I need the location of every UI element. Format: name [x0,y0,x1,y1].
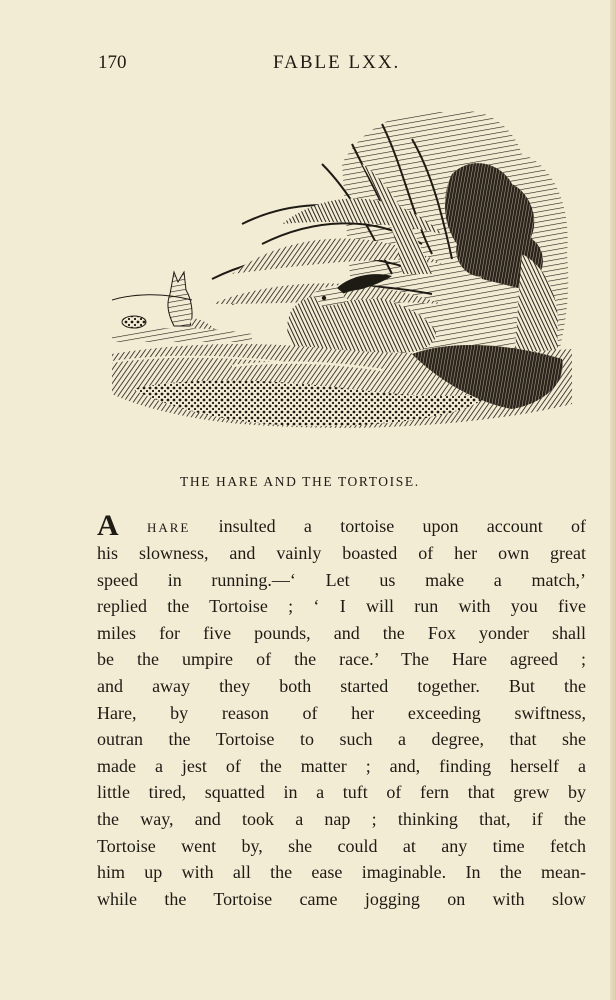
text-line: made a jest of the matter ; and, finding herself a [97,755,586,776]
fable-text [97,508,586,912]
woodcut-illustration [112,104,574,444]
text-line: his slowness, and vainly boasted of her own great [97,543,586,563]
first-line [97,508,586,540]
text-line: outran the Tortoise to such a degree, that she [97,729,586,750]
text-line: little tired, squatted in a tuft of fern that grew by [97,782,586,803]
running-title: FABLE LXX. [273,52,401,73]
woodcut-hare-fox-tortoise-icon [112,104,574,444]
text-line: the way, and took a nap ; thinking that, if the [97,808,586,829]
text-line: replied the Tortoise ; ‘ I will run with you five [97,596,586,617]
first-line-rest: insulted a tortoise upon account of [190,516,587,536]
running-header [98,52,586,78]
drop-cap: A [97,509,119,542]
illustration-caption: THE HARE AND THE TORTOISE. [180,474,420,489]
text-line: and away they both started together. But the [97,675,586,696]
text-line: him up with all the ease imaginable. In the mean- [97,862,586,883]
text-line: speed in running.—‘ Let us make a match,’ [97,569,586,590]
text-line: while the Tortoise came jogging on with slow [97,888,586,909]
text-line: Tortoise went by, she could at any time fetch [97,835,586,856]
text-line: Hare, by reason of her exceeding swiftness, [97,702,586,723]
text-line: be the umpire of the race.’ The Hare agreed ; [97,649,586,670]
first-word: hare [146,516,191,536]
text-line: miles for five pounds, and the Fox yonder shall [97,622,586,643]
page-number: 170 [98,52,127,73]
page-edge [610,0,616,1000]
